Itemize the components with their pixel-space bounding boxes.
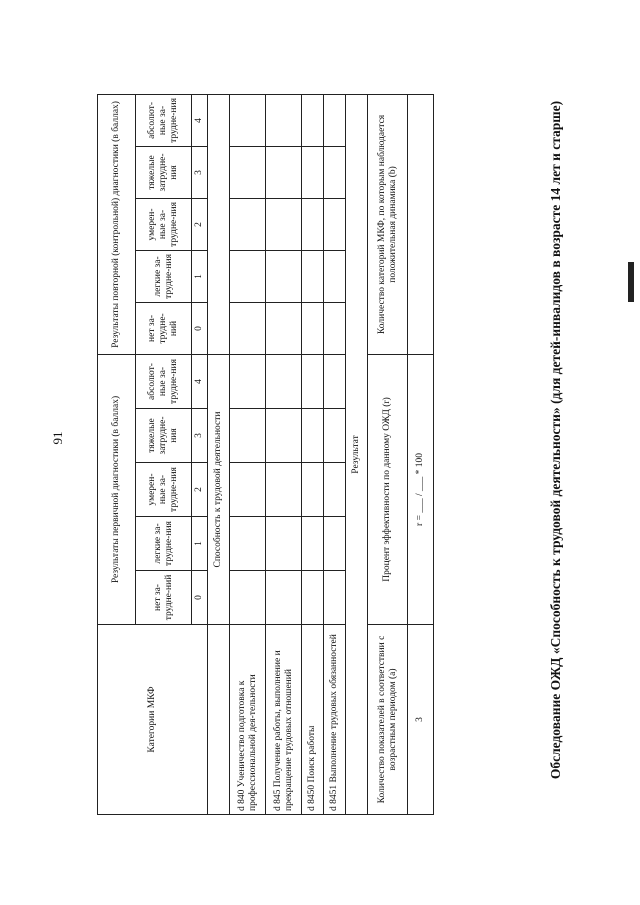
score-header: 3 [192,409,208,463]
repeat-results-header: Результаты повторной (контрольной) диагностики (в баллах) [98,94,136,354]
level-header: абсолют-ные за-трудне-ния [136,94,192,146]
score-header: 0 [192,302,208,354]
assessment-table [97,94,434,815]
level-header: тяжелые затрудне-ния [136,409,192,463]
level-header: абсолют-ные за-трудне-ния [136,354,192,408]
score-header: 2 [192,198,208,250]
level-header: нет за-трудне-ний [136,571,192,625]
score-header: 1 [192,250,208,302]
level-header: умерен-ные за-трудне-ния [136,198,192,250]
level-header: тяжелые затрудне-ния [136,146,192,198]
level-header: легкие за-трудне-ния [136,517,192,571]
score-header: 0 [192,571,208,625]
score-header: 4 [192,94,208,146]
summary-a-label: Количество показателей в соответствии с возрастным периодом (a) [368,625,408,815]
category-header: Категории МКФ [98,625,208,815]
page-title: Обследование ОЖД «Способность к трудовой деятельности» (для детей-инвалидов в возрасте 14 лет и старше) [548,100,563,780]
table-row-label: d 8450 Поиск работы [302,625,324,815]
score-header: 3 [192,146,208,198]
level-header: умерен-ные за-трудне-ния [136,463,192,517]
page-number: 91 [50,431,65,445]
table-row-label: d 845 Получение работы, выполнение и прекращение трудовых отношений [266,625,302,815]
level-header: нет за-трудне-ний [136,302,192,354]
score-header: 4 [192,354,208,408]
summary-b-label: Количество категорий МКФ, по которым наблюдается положительная динамика (b) [368,94,408,354]
formula: r = ___ / ___ * 100 [408,354,434,624]
table-row-label: d 8451 Выполнение трудовых обязанностей [324,625,346,815]
summary-r-label: Процент эффективности по данному ОЖД (r) [368,354,408,624]
score-header: 1 [192,517,208,571]
score-header: 2 [192,463,208,517]
section-label: Способность к трудовой деятельности [208,354,230,624]
scan-edge-mark [628,262,634,302]
table-row-label: d 840 Ученичество подготовка к профессиональной дея-тельности [230,625,266,815]
level-header: легкие за-трудне-ния [136,250,192,302]
primary-results-header: Результаты первичной диагностики (в баллах) [98,354,136,624]
summary-a-value: 3 [408,625,434,815]
result-label: Результат [346,94,368,814]
